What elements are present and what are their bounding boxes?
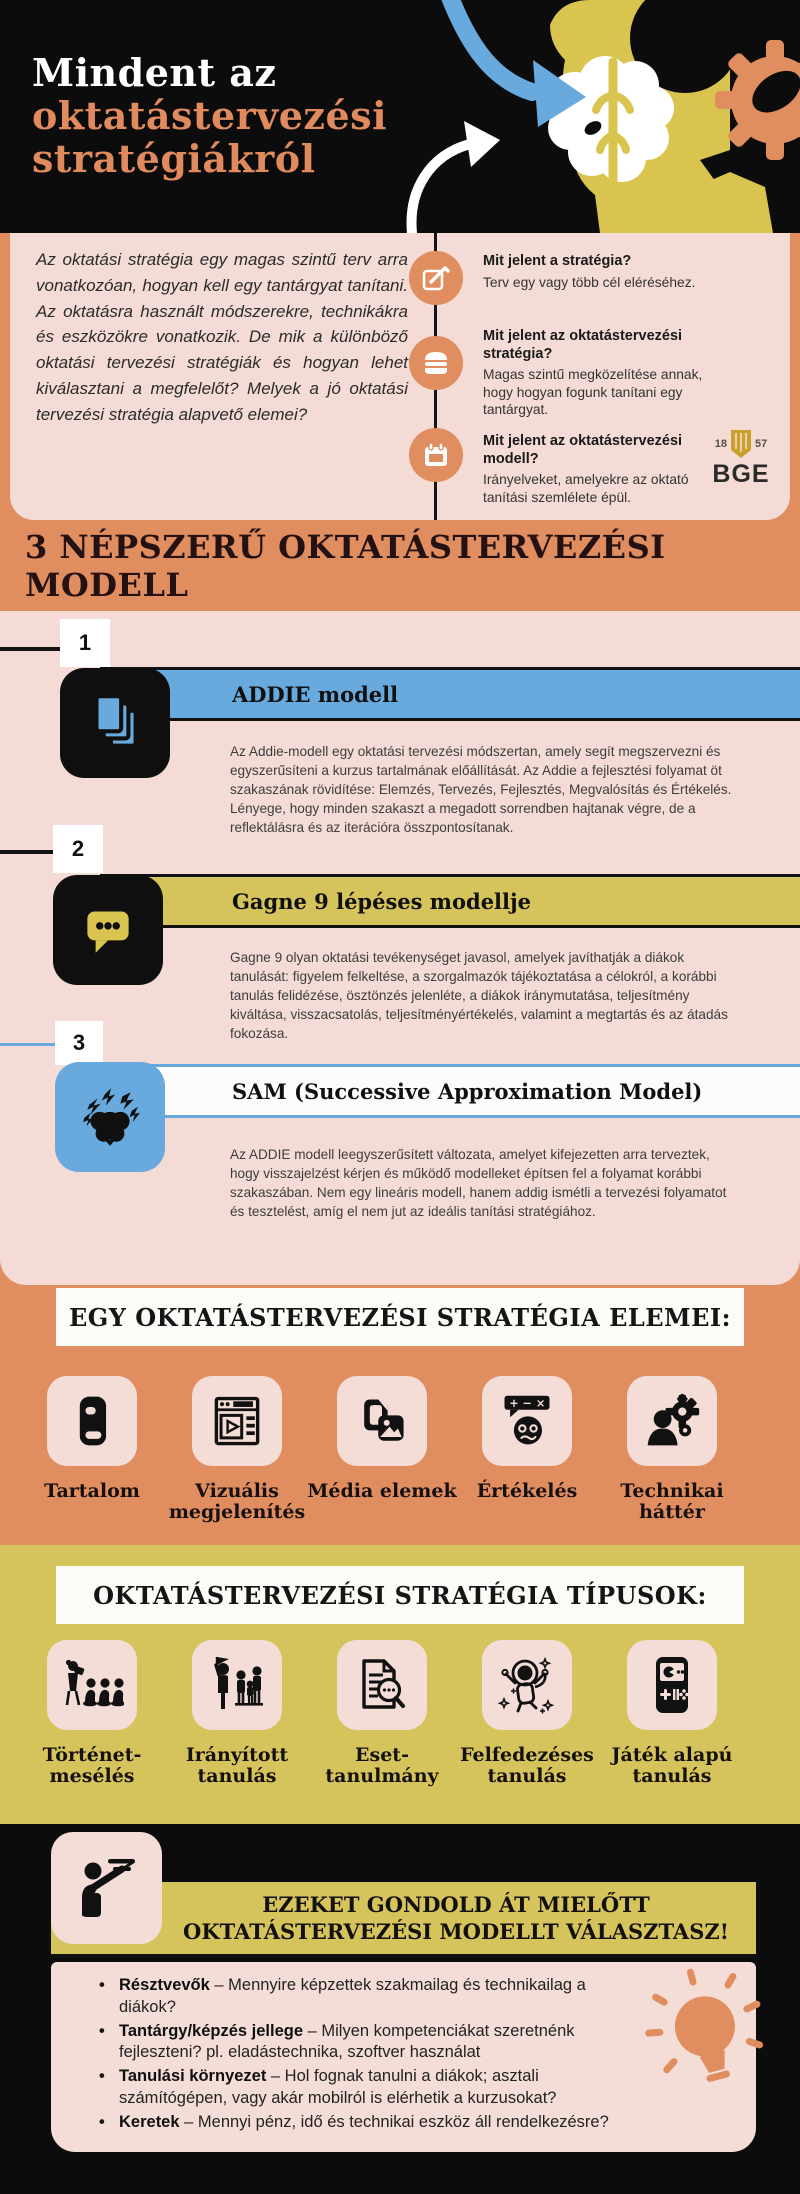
- definition-circle-3: [409, 428, 463, 482]
- case-study-icon: [350, 1653, 414, 1717]
- elements-banner: [56, 1288, 744, 1346]
- checklist-section: [0, 1824, 800, 2194]
- astronaut-icon: [495, 1653, 559, 1717]
- element-label: Vizuális megjelenítés: [168, 1480, 306, 1523]
- brainstorm-icon: [77, 1084, 143, 1150]
- definition-title: Mit jelent a stratégia?: [483, 253, 632, 269]
- element-tile-content: [47, 1376, 137, 1466]
- element-label: Technikai háttér: [620, 1480, 724, 1523]
- types-banner: [56, 1566, 744, 1624]
- model-1-rule: [0, 647, 60, 651]
- person-gear-icon: [642, 1391, 702, 1451]
- type-label: Felfedezéses tanulás: [460, 1744, 594, 1787]
- video-player-icon: [207, 1391, 267, 1451]
- model-1-tile: [60, 668, 170, 778]
- intro-panel: [10, 233, 790, 520]
- models-panel: [0, 611, 800, 1285]
- model-3-rule: [0, 1043, 55, 1046]
- model-1-body: Az Addie-modell egy oktatási tervezési módszertan, amely segít megszervezni és egyszerűsíteni a kurzus tartalmának előállítását. Az Addie a fejlesztési folyamat öt szakaszának rövidítése: Elemzés, Tervezés, Fejlesztés, Megvalósítás és Értékelés. Lényege, hogy minden szakaszt a megadott sorrendben hajtanak végre, de a reflektálásra és az iterációra összpontosítanak.: [230, 744, 732, 836]
- definition-body: Irányelveket, amelyekre az oktató tanítási szemlélete épül.: [483, 472, 689, 505]
- guided-learning-icon: [205, 1653, 269, 1717]
- types-section: [0, 1545, 800, 1824]
- game-console-icon: [640, 1653, 704, 1717]
- element-tile-media: [337, 1376, 427, 1466]
- model-2-body: Gagne 9 olyan oktatási tevékenységet javasol, amelyek javíthatják a diákok tanulását: figyelem felkeltése, a szorgalmazók tájékoztatása a célokról, a korábbi tanulás felidézése, ösztönzés jelenléte, a diákok iránymutatása, teljesítmény kiváltása, visszacsatolás, teljesítményértékelés, valamint a megtartás és az átadás fokozása.: [230, 950, 728, 1042]
- page-title-line3: stratégiákról: [32, 135, 316, 181]
- brain-gears-illustration: [400, 0, 800, 233]
- checklist-banner-line2: OKTATÁSTERVEZÉSI MODELLT VÁLASZTASZ!: [183, 1919, 729, 1944]
- media-images-icon: [352, 1391, 412, 1451]
- element-tile-visual: [192, 1376, 282, 1466]
- element-label: Értékelés: [476, 1480, 578, 1502]
- svg-text:+ − × √: + − × √: [509, 1396, 557, 1410]
- type-label: Történet-mesélés: [42, 1744, 142, 1787]
- bge-logo: [704, 429, 778, 489]
- storytelling-icon: [60, 1653, 124, 1717]
- models-banner-title: 3 NÉPSZERŰ OKTATÁSTERVEZÉSI MODELL: [25, 527, 666, 604]
- page-title: [32, 52, 387, 181]
- type-tile-discovery: [482, 1640, 572, 1730]
- documents-icon: [82, 690, 148, 756]
- pencil-icon: [422, 264, 450, 292]
- element-tile-technical: [627, 1376, 717, 1466]
- calendar-icon: [422, 441, 450, 469]
- model-3-header: [100, 1064, 800, 1118]
- definition-body: Magas szintű megközelítése annak, hogy hogyan fogunk tanítani egy tantárgyat.: [483, 367, 703, 418]
- lightbulb-icon: [633, 1968, 783, 2108]
- bge-emblem-icon: [730, 429, 752, 459]
- checklist-item: • Résztvevők – Mennyire képzettek szakmailag és technikailag a diákok?: [99, 1975, 609, 2019]
- model-2-number: 2: [53, 825, 103, 873]
- definition-body: Terv egy vagy több cél eléréséhez.: [483, 274, 696, 290]
- types-banner-title: OKTATÁSTERVEZÉSI STRATÉGIA TÍPUSOK:: [93, 1580, 707, 1610]
- model-2-tile: [53, 875, 163, 985]
- checklist-item: • Keretek – Mennyi pénz, idő és technikai eszköz áll rendelkezésre?: [99, 2112, 609, 2134]
- model-3-tile: [55, 1062, 165, 1172]
- type-tile-case-study: [337, 1640, 427, 1730]
- type-label: Eset-tanulmány: [325, 1744, 439, 1787]
- model-2-title: Gagne 9 lépéses modellje: [232, 888, 531, 914]
- checklist-banner-line1: EZEKET GONDOLD ÁT MIELŐTT: [262, 1891, 650, 1917]
- teacher-tile: [51, 1832, 162, 1944]
- type-tile-guided: [192, 1640, 282, 1730]
- models-section: [0, 611, 800, 1285]
- page-title-line1: Mindent az: [32, 50, 277, 95]
- checklist-item: • Tantárgy/képzés jellege – Milyen kompetenciákat szeretnénk fejleszteni? pl. eladástechnika, szoftver használat: [99, 2021, 609, 2065]
- definition-item: [483, 433, 731, 506]
- model-2-header: [100, 874, 800, 928]
- model-1-number: 1: [60, 619, 110, 667]
- checklist-box: [51, 1962, 756, 2152]
- white-arrow-icon: [412, 121, 500, 233]
- bge-logo-year-left: 18: [714, 438, 727, 450]
- definition-circle-2: [409, 336, 463, 390]
- type-tile-storytelling: [47, 1640, 137, 1730]
- models-banner: [0, 520, 800, 611]
- definition-item: [483, 253, 731, 291]
- evaluation-face-icon: [497, 1391, 557, 1451]
- page-title-line2: oktatástervezési: [32, 92, 388, 138]
- bge-logo-year-right: 57: [755, 438, 768, 450]
- element-label: Tartalom: [44, 1480, 140, 1502]
- hero-header: [0, 0, 800, 233]
- bge-logo-name: BGE: [712, 460, 770, 488]
- chat-bubble-icon: [75, 897, 141, 963]
- type-label: Irányított tanulás: [185, 1744, 289, 1787]
- definition-item: [483, 328, 731, 419]
- burger-icon: [421, 348, 451, 378]
- book-icon: [62, 1391, 122, 1451]
- model-1-header: [100, 667, 800, 721]
- element-tile-evaluation: [482, 1376, 572, 1466]
- definition-circle-1: [409, 251, 463, 305]
- type-tile-game: [627, 1640, 717, 1730]
- checklist: [99, 1975, 609, 2133]
- model-3-body: Az ADDIE modell leegyszerűsített változata, amelyet kifejezetten arra terveztek, hogy visszajelzést kérjen és működő modelleket építsen fel a folyamat korábbi szakaszában. Nem egy lineáris modell, hanem addig ismétli a tervezési folyamatot és tesztelést, amíg el nem jut az ideális tanítási stratégiához.: [230, 1147, 727, 1220]
- definition-title: Mit jelent az oktatástervezési stratégia?: [483, 328, 683, 362]
- elements-section: [0, 1285, 800, 1545]
- checklist-item: • Tanulási környezet – Hol fognak tanulni a diákok; asztali számítógépen, vagy akár mobilról is elérhetik a kurzusokat?: [99, 2066, 609, 2110]
- definition-title: Mit jelent az oktatástervezési modell?: [483, 433, 683, 467]
- intro-paragraph: Az oktatási stratégia egy magas szintű terv arra vonatkozóan, hogyan kell egy tantárgyat tanítani. Az oktatásra használt módszerekre, technikákra és eszközökre vonatkozik. De mik a különböző oktatási tervezési stratégiák és hogyan lehet kiválasztani a megfelelőt? Melyek a jó oktatási tervezési stratégia alapvető elemei?: [36, 250, 408, 424]
- teacher-icon: [72, 1853, 142, 1923]
- element-label: Média elemek: [307, 1480, 457, 1502]
- model-1-title: ADDIE modell: [232, 681, 399, 707]
- elements-banner-title: EGY OKTATÁSTERVEZÉSI STRATÉGIA ELEMEI:: [69, 1302, 731, 1332]
- type-label: Játék alapú tanulás: [611, 1744, 733, 1787]
- model-3-number: 3: [55, 1021, 103, 1065]
- model-3-title: SAM (Successive Approximation Model): [232, 1078, 703, 1104]
- model-2-rule: [0, 850, 53, 854]
- intro-section: [0, 233, 800, 520]
